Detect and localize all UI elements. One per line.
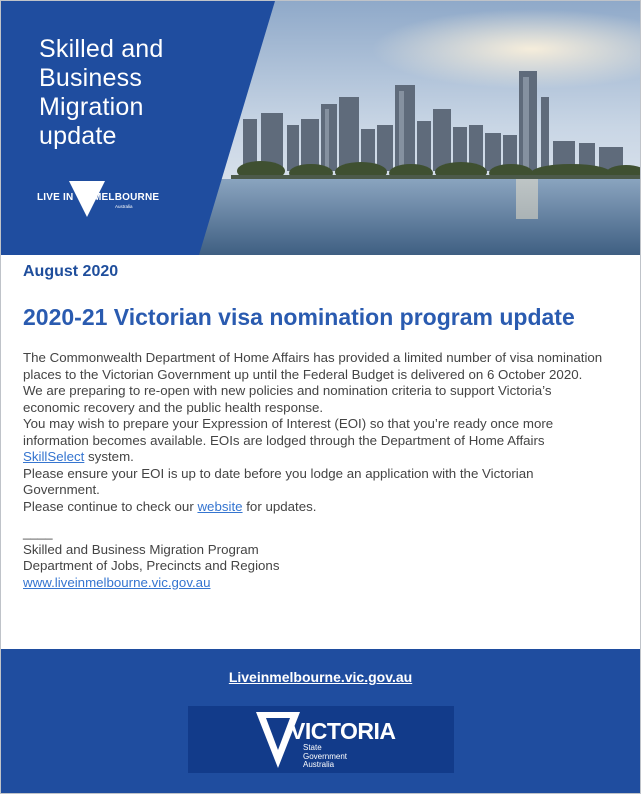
headline: 2020-21 Victorian visa nomination program update <box>23 304 575 330</box>
signature-website-link[interactable]: www.liveinmelbourne.vic.gov.au <box>23 574 211 590</box>
signature-block <box>23 515 603 591</box>
paragraph-2: We are preparing to re-open with new policies and nomination criteria to support Victoria’s economic recovery and the public health response. <box>23 383 552 415</box>
signature-rule: ____ <box>23 525 53 540</box>
paragraph-3-end: system. <box>84 449 134 464</box>
hero-banner <box>1 1 640 255</box>
brand-sub: Australia <box>115 204 133 209</box>
victoria-government-logo <box>188 706 454 773</box>
state-government-label: State Government Australia <box>303 743 348 769</box>
victoria-wordmark: VICTORIA <box>290 718 396 744</box>
paragraph-3 <box>23 416 603 466</box>
hero-title: Skilled and Business Migration update <box>39 35 164 150</box>
paragraph-4: Please ensure your EOI is up to date before you lodge an application with the Victorian Government. <box>23 465 534 497</box>
footer <box>1 649 640 793</box>
footer-website-link[interactable]: Liveinmelbourne.vic.gov.au <box>228 669 413 685</box>
paragraph-5-end: for updates. <box>242 498 317 514</box>
skillselect-link[interactable]: SkillSelect <box>23 449 85 464</box>
website-link[interactable]: website <box>197 498 243 514</box>
paragraph-3-text: You may wish to prepare your Expression of Interest (EOI) so that you’re ready once more information becomes available. EOIs are lodged through the Department of Home Affairs <box>23 416 554 448</box>
brand-word-live-in: LIVE IN <box>37 192 74 203</box>
brand-word-melbourne: MELBOURNE <box>93 192 160 203</box>
issue-date: August 2020 <box>23 263 119 280</box>
paragraph-5 <box>23 499 603 516</box>
paragraph-5-text: Please continue to check our <box>23 498 198 514</box>
signature-program: Skilled and Business Migration Program <box>23 541 259 557</box>
live-in-melbourne-logo <box>37 177 160 219</box>
paragraph-1: The Commonwealth Department of Home Affairs has provided a limited number of visa nomination places to the Victorian Government up until the Federal Budget is delivered on 6 October 2020. <box>23 350 603 382</box>
signature-department: Department of Jobs, Precincts and Regions <box>23 558 280 573</box>
email-body <box>23 350 603 591</box>
